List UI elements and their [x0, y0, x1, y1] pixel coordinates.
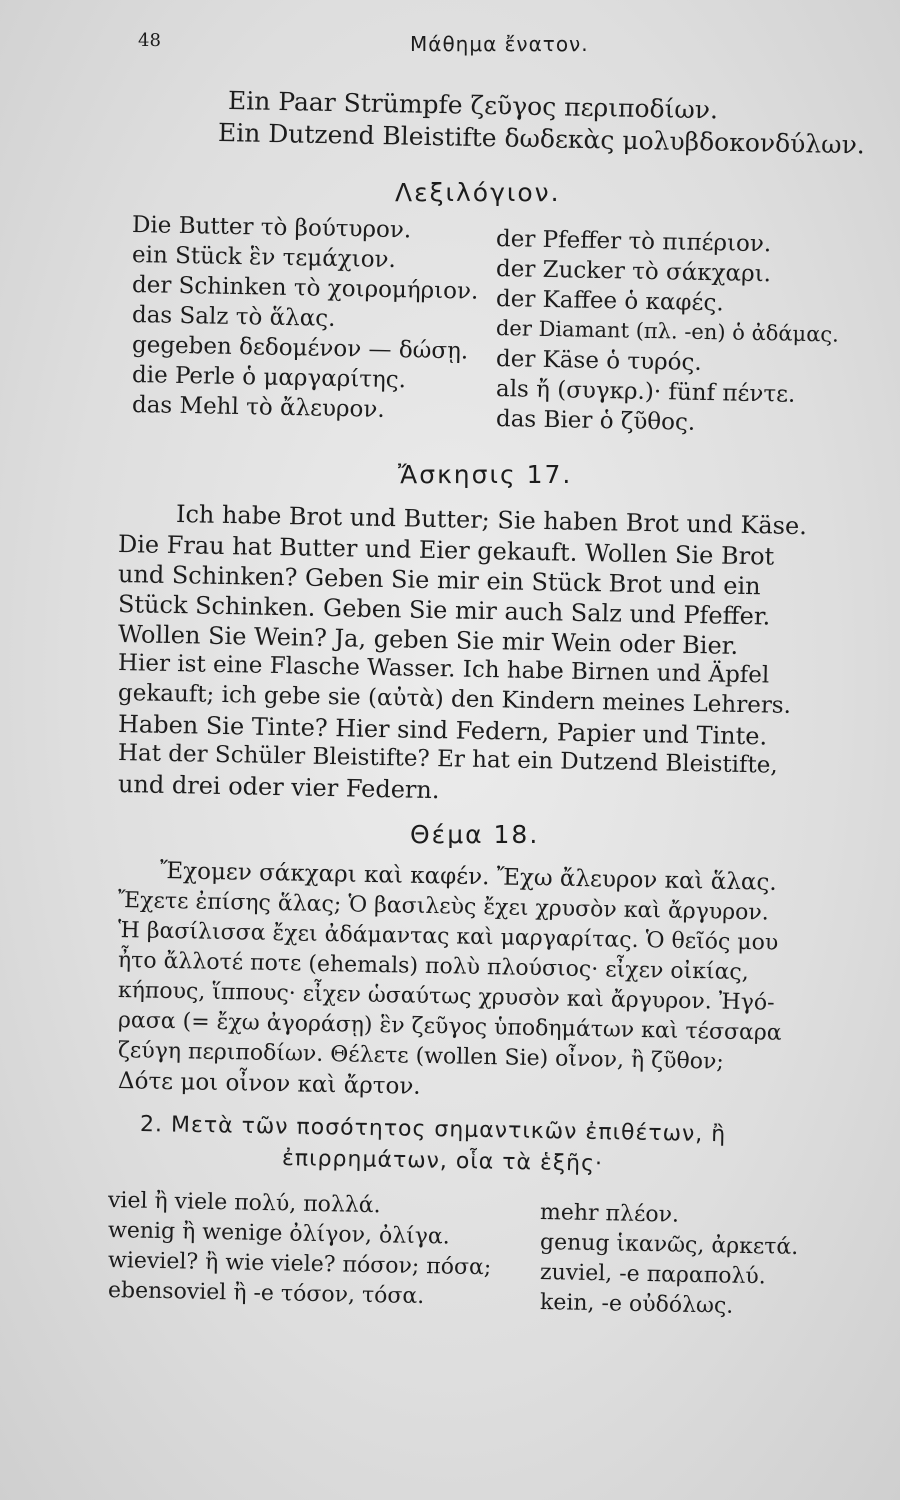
quantity-word: wenig ἢ wenige ὀλίγον, ὀλίγα.	[107, 1218, 451, 1250]
vocab-entry: der Kaffee ὁ καφές.	[495, 286, 724, 317]
text-line: gekauft; ich gebe sie (αὐτὰ) den Kindern meines Lehrers.	[117, 680, 792, 719]
vocab-entry: die Perle ὁ μαργαρίτης.	[131, 362, 407, 394]
vocab-entry: das Mehl τὸ ἄλευρον.	[131, 392, 385, 423]
text-line: Ἔχομεν σάκχαρι καὶ καφέν. Ἔχω ἄλευρον καὶ ἅλας.	[159, 858, 777, 896]
text-line: Ἔχετε ἐπίσης ἅλας; Ὁ βασιλεὺς ἔχει χρυσὸν καὶ ἄργυρον.	[117, 888, 770, 926]
quantity-word: genug ἱκανῶς, ἀρκετά.	[539, 1230, 799, 1260]
quantity-word: zuviel, -e παραπολύ.	[539, 1260, 767, 1290]
text-line: Stück Schinken. Geben Sie mir auch Salz und Pfeffer.	[117, 590, 771, 631]
vocab-entry: gegeben δεδομένον — δώσῃ.	[131, 332, 469, 365]
text-line: ἦτο ἄλλοτέ ποτε (ehemals) πολὺ πλούσιος· εἶχεν οἰκίας,	[117, 948, 749, 986]
quantity-word: viel ἢ viele πολύ, πολλά.	[107, 1188, 381, 1219]
exercise-17-title: Ἄσκησις 17.	[398, 460, 573, 489]
vocab-entry: das Salz τὸ ἅλας.	[131, 302, 336, 332]
page-number: 48	[138, 30, 161, 51]
text-line: ζεύγη περιποδίων. Θέλετε (wollen Sie) οἶνον, ἢ ζῦθον;	[117, 1038, 724, 1075]
vocab-entry: Die Butter τὸ βούτυρον.	[131, 212, 412, 244]
quantity-word: mehr πλέον.	[539, 1200, 680, 1228]
vocab-entry: der Diamant (πλ. -en) ὁ ἀδάμας.	[495, 316, 840, 347]
section-2-heading-cont: ἐπιρρημάτων, οἷα τὰ ἑξῆς·	[281, 1146, 604, 1177]
quantity-word: ebensoviel ἢ -e τόσον, τόσα.	[107, 1278, 425, 1310]
vocab-entry: der Schinken τὸ χοιρομήριον.	[131, 272, 479, 305]
text-line: Hat der Schüler Bleistifte? Er hat ein Dutzend Bleistifte,	[117, 740, 778, 779]
theme-18-title: Θέμα 18.	[410, 820, 540, 849]
section-2-heading: 2. Μετὰ τῶν ποσότητος σημαντικῶν ἐπιθέτων, ἢ	[139, 1112, 727, 1148]
text-line: und drei oder vier Federn.	[117, 770, 440, 805]
vocab-entry: als ἤ (συγκρ.)· fünf πέντε.	[495, 376, 796, 408]
text-line: ρασα (= ἔχω ἀγοράσῃ) ἓν ζεῦγος ὑποδημάτων καὶ τέσσαρα	[117, 1008, 782, 1046]
text-line: und Schinken? Geben Sie mir ein Stück Brot und ein	[117, 560, 761, 601]
vocab-entry: der Zucker τὸ σάκχαρι.	[495, 256, 772, 288]
text-line: Hier ist eine Flasche Wasser. Ich habe Birnen und Äpfel	[117, 650, 770, 689]
vocab-entry: das Bier ὁ ζῦθος.	[495, 406, 696, 436]
quantity-word: kein, -e οὐδόλως.	[539, 1290, 734, 1319]
text-line: Die Frau hat Butter und Eier gekauft. Wollen Sie Brot	[117, 530, 775, 571]
text-line: Ich habe Brot und Butter; Sie haben Brot und Käse.	[175, 500, 808, 541]
text-line: Wollen Sie Wein? Ja, geben Sie mir Wein oder Bier.	[117, 620, 739, 660]
text-line: Haben Sie Tinte? Hier sind Federn, Papier und Tinte.	[117, 710, 768, 751]
intro-line: Ein Dutzend Bleistifte δωδεκὰς μολυβδοκονδύλων.	[217, 118, 866, 160]
intro-line: Ein Paar Strümpfe ζεῦγος περιποδίων.	[227, 86, 719, 125]
vocab-entry: der Käse ὁ τυρός.	[495, 346, 702, 376]
quantity-word: wieviel? ἢ wie viele? πόσον; πόσα;	[107, 1248, 492, 1281]
vocab-entry: der Pfeffer τὸ πιπέριον.	[495, 226, 772, 258]
vocab-entry: ein Stück ἓν τεμάχιον.	[131, 242, 397, 274]
text-line: Δότε μοι οἶνον καὶ ἄρτον.	[117, 1068, 421, 1100]
vocab-title: Λεξιλόγιον.	[395, 178, 561, 207]
running-title: Μάθημα ἔνατον.	[410, 32, 589, 56]
text-line: κήπους, ἵππους· εἶχεν ὡσαύτως χρυσὸν καὶ ἄργυρον. Ἠγό-	[117, 978, 775, 1016]
text-line: Ἡ βασίλισσα ἔχει ἀδάμαντας καὶ μαργαρίτας. Ὁ θεῖός μου	[117, 918, 779, 956]
